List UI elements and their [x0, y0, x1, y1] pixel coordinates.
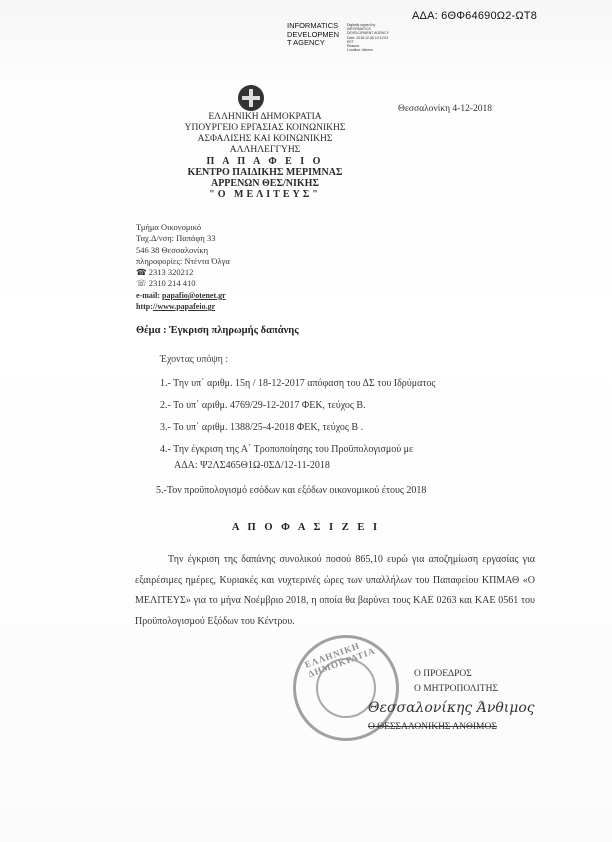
signature-detail-line: DEVELOPMENT AGENCY — [347, 31, 389, 36]
phone: ☎ 2313 320212 — [136, 267, 194, 278]
contact-person: πληροφορίες: Ντέντα Όλγα — [136, 255, 230, 266]
email-label: e-mail: — [136, 290, 160, 300]
subject-line: Θέμα : Έγκριση πληρωμής δαπάνης — [136, 325, 299, 336]
greek-emblem-icon — [238, 85, 264, 111]
decision-heading: Α Π Ο Φ Α Σ Ι Ζ Ε Ι — [231, 522, 381, 533]
letterhead-line: ΕΛΛΗΝΙΚΗ ΔΗΜΟΚΡΑΤΙΑ — [208, 112, 322, 122]
letterhead-line: "Ο ΜΕΛΙΤΕΥΣ" — [209, 189, 321, 200]
handwritten-signature: Θεσσαλονίκης Άνθιμος — [368, 700, 535, 716]
signature-detail-line: Digitally signed by — [347, 23, 376, 27]
consideration-item: 5.-Τον προϋπολογισμό εσόδων και εξόδων οικονομικού έτους 2018 — [156, 485, 427, 496]
consideration-item: 2.- Το υπ΄ αριθμ. 4769/29-12-2017 ΦΕΚ, τεύχος Β. — [160, 400, 366, 411]
letterhead-line: ΑΛΛΗΛΕΓΓΥΗΣ — [229, 145, 301, 155]
postal-code: 546 38 Θεσσαλονίκη — [136, 244, 209, 255]
signatory-name: Ο ΘΕΣΣΑΛΟΝΙΚΗΣ ΑΝΘΙΜΟΣ — [368, 722, 497, 732]
stamp-text: ΕΛΛΗΝΙΚΗ ΔΗΜΟΚΡΑΤΙΑ — [303, 640, 377, 680]
considerations-list — [156, 373, 436, 502]
decision-body — [135, 550, 535, 632]
signature-detail-line: EET — [347, 39, 354, 44]
signature-detail-line: Location: Athens — [347, 48, 373, 53]
consideration-item-ada: ΑΔΑ: Ψ2ΛΣ465Θ1Ω-0ΣΔ/12-11-2018 — [174, 460, 330, 471]
consideration-item: 3.- Το υπ΄ αριθμ. 1388/25-4-2018 ΦΕΚ, τεύχος Β . — [160, 422, 364, 433]
signatory-title: Ο ΜΗΤΡΟΠΟΛΙΤΗΣ — [414, 684, 499, 694]
digital-signature-details — [347, 23, 389, 52]
contact-block — [136, 222, 230, 312]
website-link[interactable]: //www.papafeio.gr — [152, 302, 216, 312]
considerations-intro: Έχοντας υπόψη : — [160, 354, 229, 365]
document-date: Θεσσαλονίκη 4-12-2018 — [398, 104, 492, 114]
signature-detail-line: INFORMATICS — [347, 27, 371, 32]
letterhead — [150, 112, 380, 200]
signature-detail-line: Date: 2018.12.05 10:12:51 — [347, 35, 389, 40]
letterhead-line: ΑΡΡΕΝΩΝ ΘΕΣ/ΝΙΚΗΣ — [210, 178, 320, 189]
signatory-title: Ο ΠΡΟΕΔΡΟΣ — [414, 669, 472, 679]
consideration-item: 4.- Την έγκριση της Α΄ Τροποποίησης του Προϋπολογισμού με — [160, 444, 414, 455]
letterhead-line: ΚΕΝΤΡΟ ΠΑΙΔΙΚΗΣ ΜΕΡΙΜΝΑΣ — [187, 167, 343, 178]
web-label: http: — [136, 302, 153, 312]
ada-code: ΑΔΑ: 6ΘΦ64690Ω2-ΩΤ8 — [412, 10, 538, 22]
signature-detail-line: Reason: — [347, 44, 361, 49]
address: Ταχ.Δ/νση: Παπάφη 33 — [136, 233, 216, 244]
watermark-line: INFORMATICS — [287, 21, 339, 30]
watermark-line: DEVELOPMEN — [287, 29, 340, 39]
email-link[interactable]: papafio@otenet.gr — [162, 290, 226, 300]
letterhead-line: ΑΣΦΑΛΙΣΗΣ ΚΑΙ ΚΟΙΝΩΝΙΚΗΣ — [197, 134, 333, 144]
letterhead-line: ΥΠΟΥΡΓΕΙΟ ΕΡΓΑΣΙΑΣ ΚΟΙΝΩΝΙΚΗΣ — [184, 123, 346, 133]
department: Τμήμα Οικονομικό — [136, 222, 202, 232]
digital-signature-label — [287, 22, 339, 48]
organization-name: Π Α Π Α Φ Ε Ι Ο — [206, 156, 324, 167]
signature-block — [414, 667, 498, 697]
fax: ☏ 2310 214 410 — [136, 278, 196, 289]
decision-paragraph: Την έγκριση της δαπάνης συνολικού ποσού 865,10 ευρώ για αποζημίωση εργασίας για εξαιρέσιμες ημέρες, Κυριακές και νυχτερινές ώρες των υπαλλήλων του Παπαφείου ΚΠΜΑΘ «Ο ΜΕΛΙΤΕΥΣ» για το μήνα Νοέμβριο 2018, η οποία θα βαρύνει τους ΚΑΕ 0263 και ΚΑΕ 0561 του Προϋπολογισμού Εξόδων του Κέντρου. — [135, 554, 535, 627]
consideration-item: 1.- Την υπ΄ αριθμ. 15η / 18-12-2017 απόφαση του ΔΣ του Ιδρύματος — [160, 378, 436, 389]
watermark-line: T AGENCY — [287, 38, 325, 47]
